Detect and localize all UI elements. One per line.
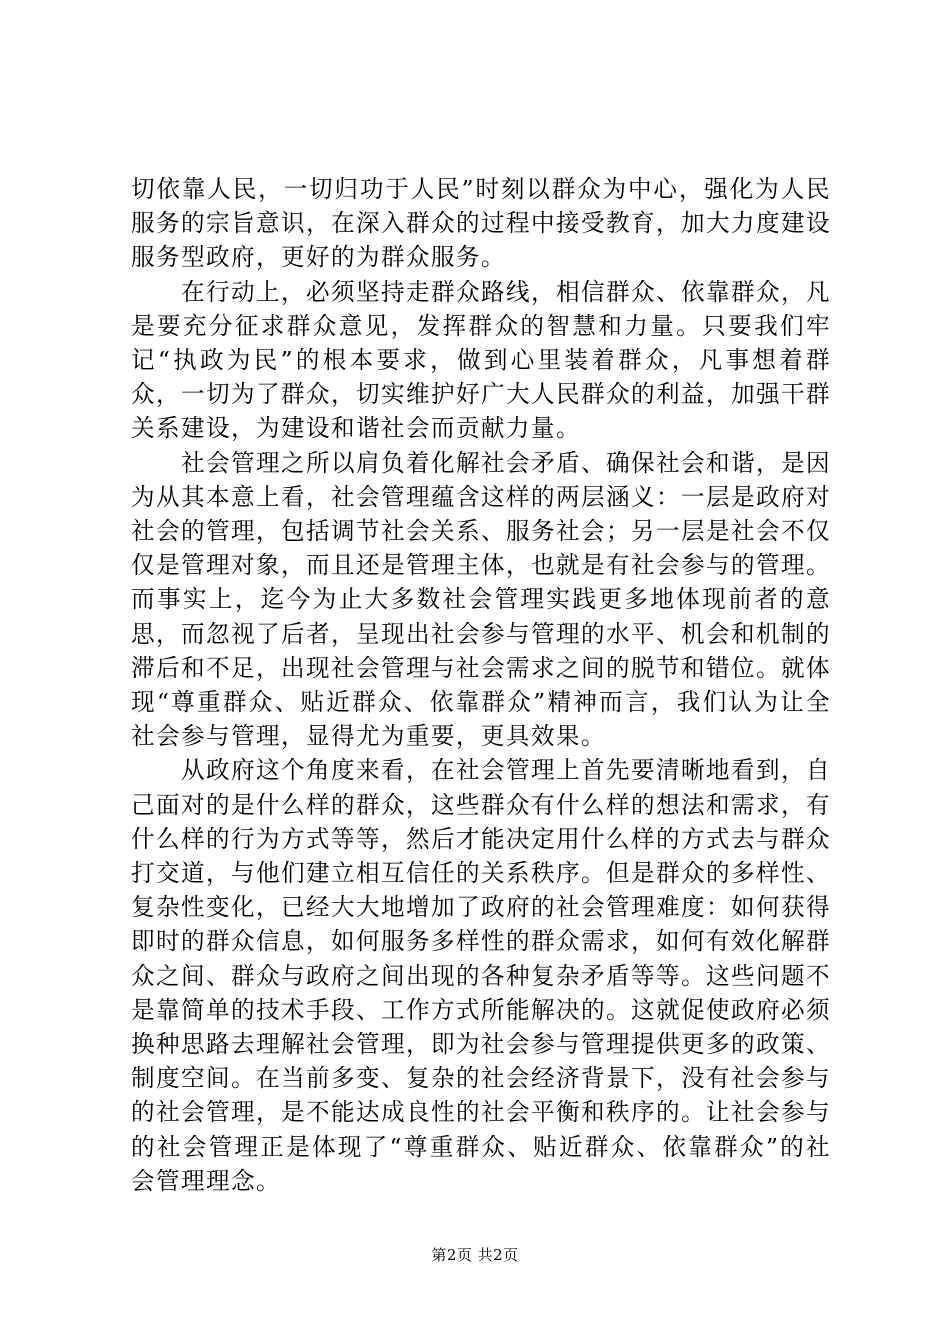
paragraph-social-management: 社会管理之所以肩负着化解社会矛盾、确保社会和谐，是因为从其本意上看，社会管理蕴含这样的两层涵义：一层是政府对社会的管理，包括调节社会关系、服务社会；另一层是社会不仅仅是管理对象，而且还是管理主体，也就是有社会参与的管理。而事实上，迄今为止大多数社会管理实践更多地体现前者的意思，而忽视了后者，呈现出社会参与管理的水平、机会和机制的滞后和不足，出现社会管理与社会需求之间的脱节和错位。就体现“尊重群众、贴近群众、依靠群众”精神而言，我们认为让全社会参与管理，显得尤为重要，更具效果。 bbox=[131, 448, 831, 751]
document-body bbox=[131, 172, 831, 1198]
paragraph-continuation: 切依靠人民，一切归功于人民”时刻以群众为中心，强化为人民服务的宗旨意识，在深入群众的过程中接受教育，加大力度建设服务型政府，更好的为群众服务。 bbox=[131, 175, 831, 272]
paragraph-government-perspective: 从政府这个角度来看，在社会管理上首先要清晰地看到，自己面对的是什么样的群众，这些群众有什么样的想法和需求，有什么样的行为方式等等，然后才能决定用什么样的方式去与群众打交道，与他们建立相互信任的关系秩序。但是群众的多样性、复杂性变化，已经大大地增加了政府的社会管理难度：如何获得即时的群众信息，如何服务多样性的群众需求，如何有效化解群众之间、群众与政府之间出现的各种复杂矛盾等等。这些问题不是靠简单的技术手段、工作方式所能解决的。这就促使政府必须换种思路去理解社会管理，即为社会参与管理提供更多的政策、制度空间。在当前多变、复杂的社会经济背景下，没有社会参与的社会管理，是不能达成良性的社会平衡和秩序的。让社会参与的社会管理正是体现了“尊重群众、贴近群众、依靠群众”的社会管理理念。 bbox=[131, 756, 831, 1195]
page-footer: 第2页 共2页 bbox=[431, 1246, 519, 1264]
paragraph-action: 在行动上，必须坚持走群众路线，相信群众、依靠群众，凡是要充分征求群众意见，发挥群众的智慧和力量。只要我们牢记“执政为民”的根本要求，做到心里装着群众，凡事想着群众，一切为了群众，切实维护好广大人民群众的利益，加强干群关系建设，为建设和谐社会而贡献力量。 bbox=[131, 277, 831, 443]
